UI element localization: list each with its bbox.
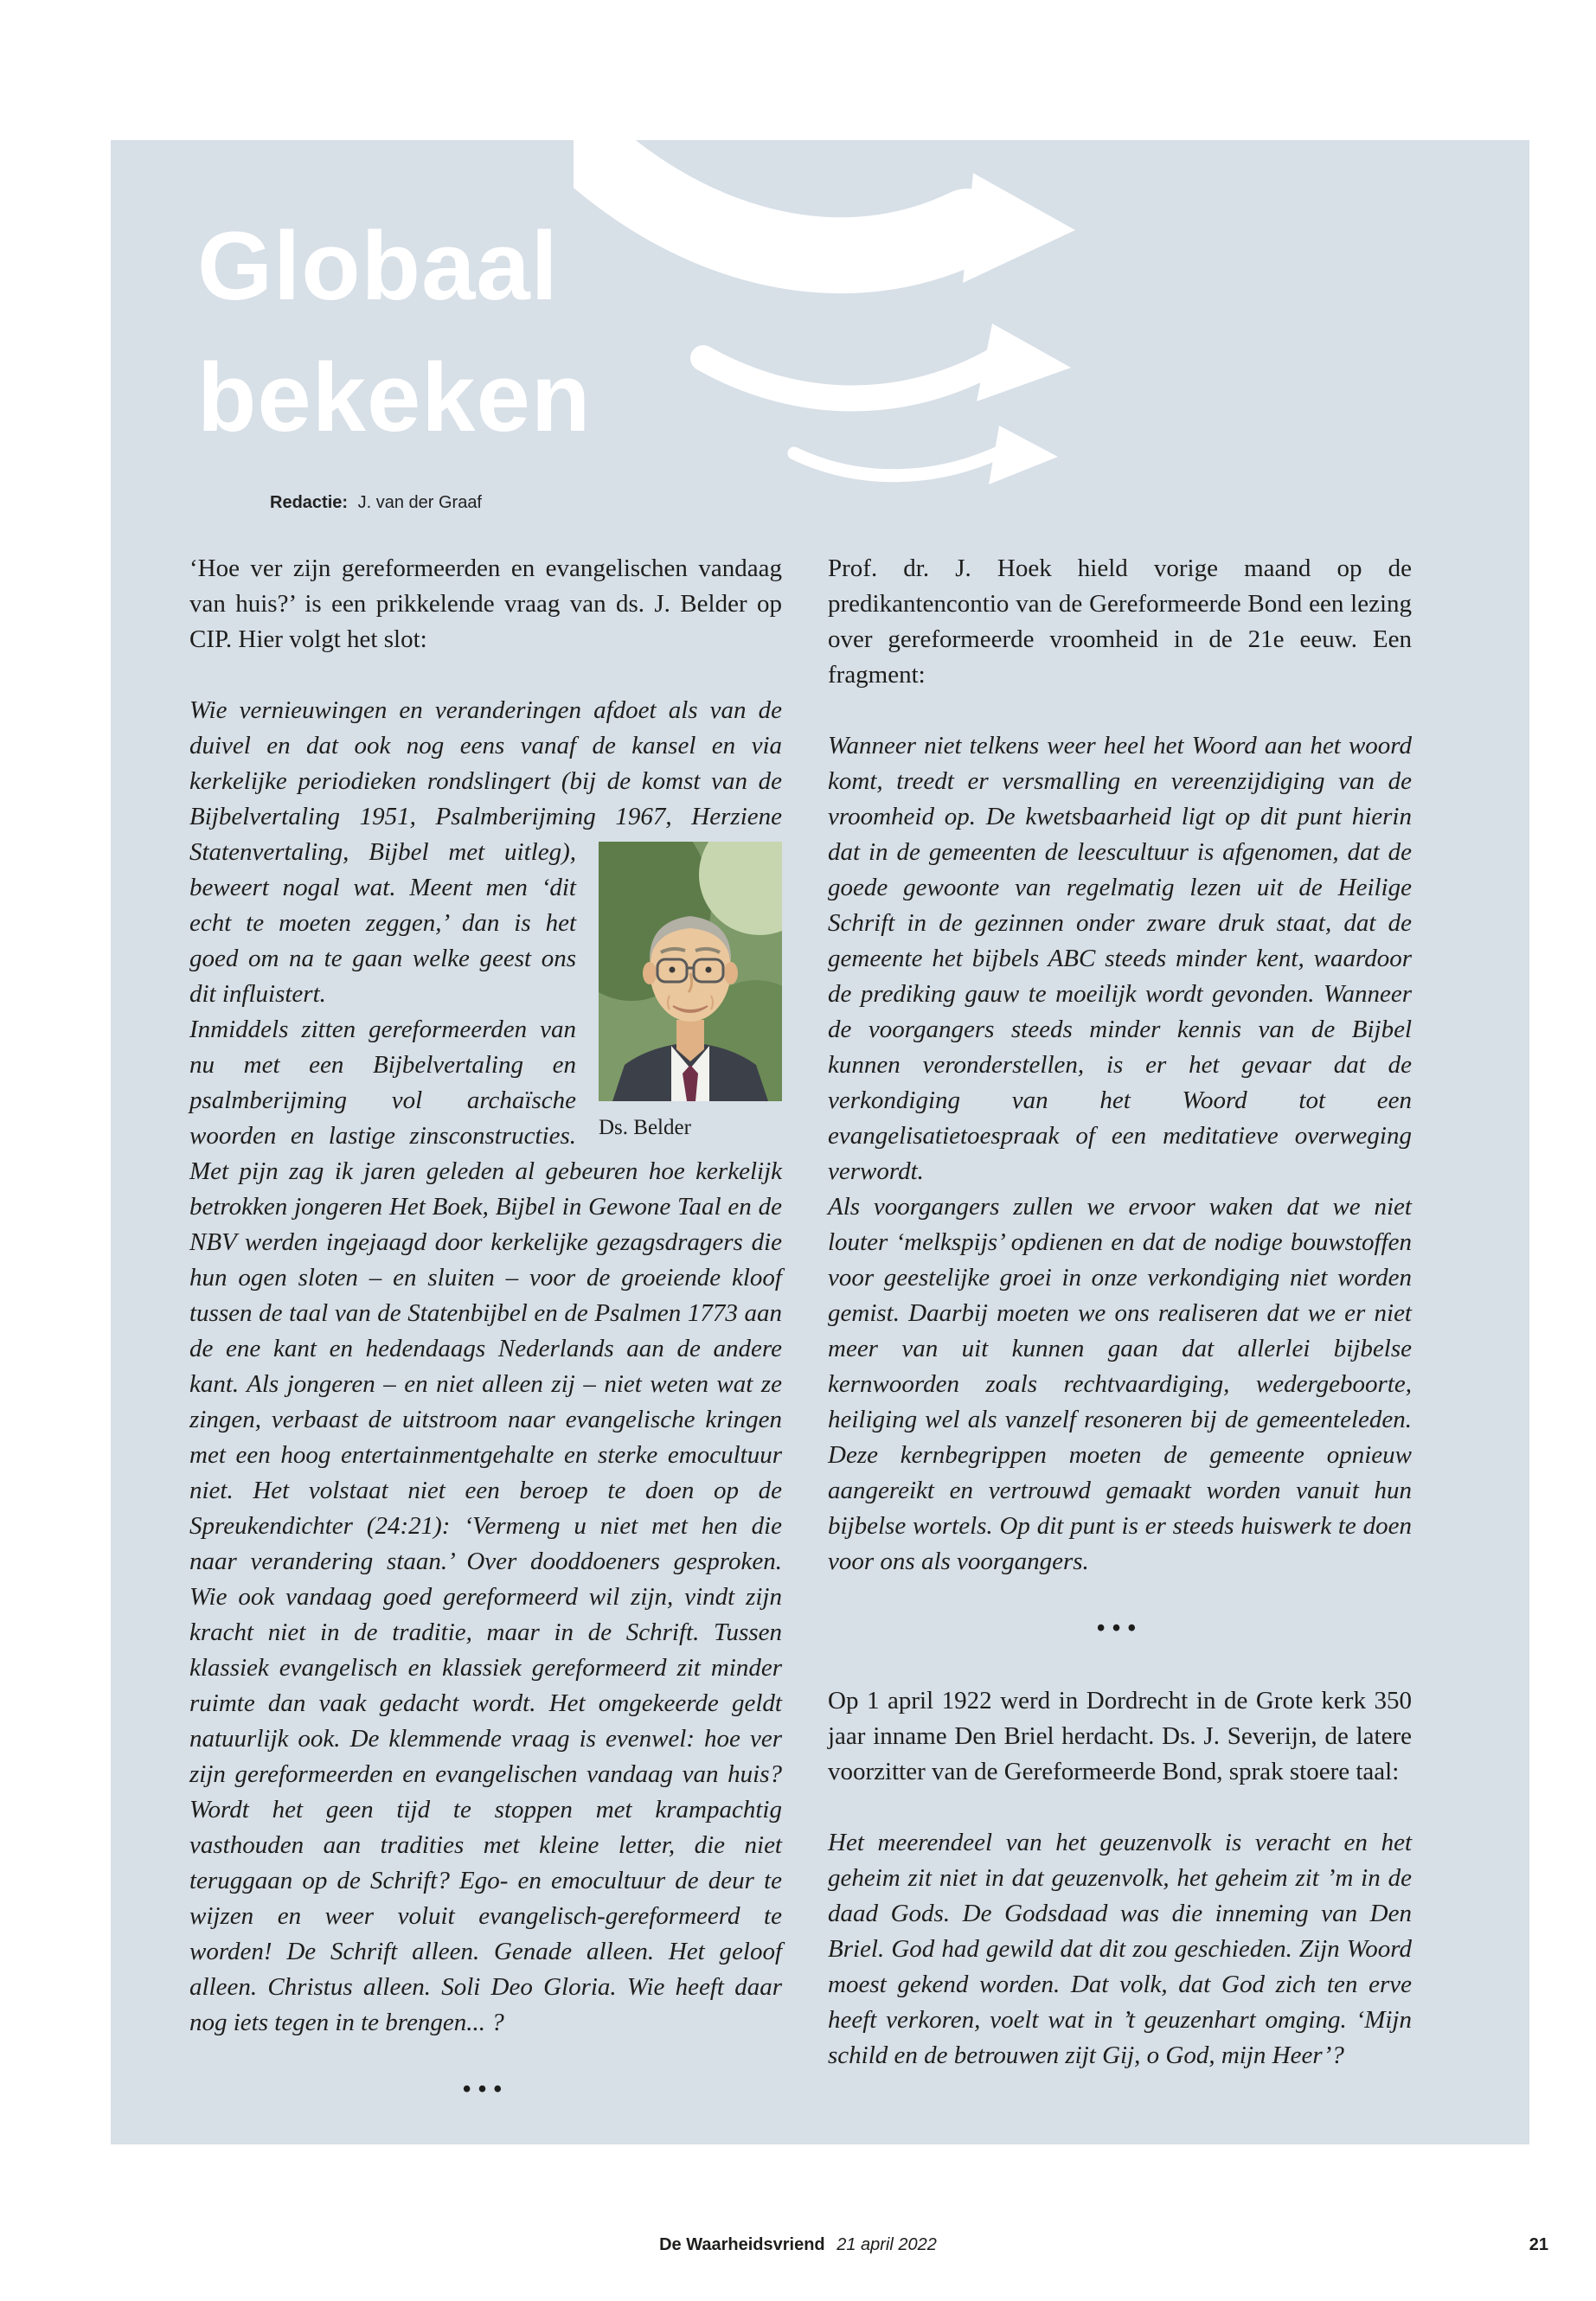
photo-figure — [599, 842, 782, 1145]
left-column — [189, 551, 782, 2144]
hoek-quote-part2: Als voorgangers zullen we ervoor waken dat we niet louter ‘melkspijs’ opdienen en dat de nodige bouwstoffen voor geestelijke groei in onze verkondiging niet worden gemist. Daarbij moeten we ons realiseren dat we er niet meer van uit kunnen gaan dat allerlei bijbelse kernwoorden zoals rechtvaardiging, wedergeboorte, heiliging wel als vanzelf resoneren bij de gemeenteleden. Deze kernbegrippen moeten de gemeente opnieuw aangereikt en vertrouwd gemaakt worden vanuit hun bijbelse wortels. Op dit punt is er steeds huiswerk te doen voor ons als voorgangers. — [828, 1193, 1412, 1575]
section-separator-left: ••• — [462, 2076, 510, 2103]
byline — [270, 493, 1529, 513]
magazine-name: De Waarheidsvriend — [659, 2235, 825, 2254]
section-separator-right: ••• — [1096, 1615, 1144, 1642]
ds-belder-portrait-photo — [599, 842, 782, 1101]
right-intro2-paragraph: Op 1 april 1922 werd in Dordrecht in de Grote kerk 350 jaar inname Den Briel herdacht. Ds. J. Severijn, de latere voorzitter van de Gereformeerde Bond, sprak stoere taal: — [828, 1687, 1412, 1785]
belder-quote-part3: Inmiddels zitten gereformeerden van nu met een Bijbelvertaling en psalmberijming vol archaïsche woorden en lastige zinsconstructies. Met pijn zag ik jaren geleden al gebeuren hoe kerkelijk betrokken jongeren Het Boek, Bijbel in Gewone Taal en de NBV werden ingejaagd door kerkelijke gezagsdragers die hun ogen sloten – en sluiten – voor de groeiende kloof tussen de taal van de Statenbijbel en de Psalmen 1773 aan de ene kant en hedendaags Nederlands aan de andere kant. Als jongeren – en niet alleen zij – niet weten wat ze zingen, verbaast de uitstroom naar evangelische kringen met een hoog entertainmentgehalte en sterke emocultuur niet. Het volstaat niet een beroep te doen op de Spreukendichter (24:21): ‘Vermeng u niet met hen die naar verandering staan.’ Over dooddoeners gesproken. Wie ook vandaag goed gereformeerd wil zijn, vindt zijn kracht niet in de traditie, maar in de Schrift. Tussen klassiek evangelisch en klassiek gereformeerd zit minder ruimte dan vaak gedacht wordt. Het omgekeerde geldt natuurlijk ook. De klemmende vraag is evenwel: hoe ver zijn gereformeerden en evangelischen vandaag van huis? Wordt het geen tijd te stoppen met krampachtig vasthouden aan tradities met kleine letter, die niet teruggaan op de Schrift? Ego- en emocultuur de deur te wijzen en weer voluit evangelisch-gereformeerd te worden! De Schrift alleen. Genade alleen. Het geloof alleen. Christus alleen. Soli Deo Gloria. Wie heeft daar nog iets tegen in te brengen... ? — [189, 1016, 782, 2036]
byline-author: J. van der Graaf — [357, 493, 482, 512]
left-intro-paragraph: ‘Hoe ver zijn gereformeerden en evangelischen vandaag van huis?’ is een prikkelende vraag van ds. J. Belder op CIP. Hier volgt het slot: — [189, 554, 782, 653]
page-number: 21 — [1529, 2235, 1548, 2254]
hoek-quote-part1: Wanneer niet telkens weer heel het Woord aan het woord komt, treedt er versmalling en vereenzijdiging van de vroomheid op. De kwetsbaarheid ligt op dit punt hierin dat in de gemeenten de leescultuur is afgenomen, dat de goede gewoonte van regelmatig lezen uit de Heilige Schrift in de gezinnen onder zware druk staat, dat de gemeente het bijbels ABC steeds minder kent, waardoor de prediking gauw te moeilijk wordt gevonden. Wanneer de voorgangers steeds minder kennis van de Bijbel kunnen veronderstellen, is er het gevaar dat de verkondiging van het Woord tot een evangelisatietoespraak of een meditatieve overweging verwordt. — [828, 732, 1412, 1185]
page-footer — [0, 2235, 1596, 2255]
article-panel — [111, 140, 1529, 2144]
right-column — [828, 551, 1412, 2144]
belder-quote-part2: Statenvertaling, Bijbel met uitleg), beweert nogal wat. Meent men ‘dit echt te moeten zeggen,’ dan is het goed om na te gaan welke geest ons dit influistert. — [189, 838, 576, 1008]
photo-caption: Ds. Belder — [599, 1116, 691, 1139]
byline-label: Redactie: — [270, 493, 349, 512]
title-line1: Globaal — [197, 212, 559, 320]
right-intro-paragraph: Prof. dr. J. Hoek hield vorige maand op de predikantencontio van de Gereformeerde Bond een lezing over gereformeerde vroomheid in de 21e eeuw. Een fragment: — [828, 554, 1412, 689]
article-title — [197, 140, 1529, 464]
hoek-quote-paragraph — [828, 728, 1412, 1580]
article-columns — [189, 551, 1412, 2144]
title-line2: bekeken — [197, 343, 592, 452]
belder-quote-part1: Wie vernieuwingen en veranderingen afdoet als van de duivel en dat ook nog eens vanaf de kansel en via kerkelijke periodieken rondslingert (bij de komst van de Bijbelvertaling 1951, Psalmberijming 1967, Herziene — [189, 696, 782, 830]
issue-date: 21 april 2022 — [836, 2235, 937, 2254]
belder-quote-paragraph — [189, 693, 782, 2041]
severijn-quote-paragraph: Het meerendeel van het geuzenvolk is veracht en het geheim zit niet in dat geuzenvolk, het geheim zit ’m in de daad Gods. De Godsdaad was die inneming van Den Briel. God had gewild dat dit zou geschieden. Zijn Woord moest gekend worden. Dat volk, dat God zich ten erve heeft verkoren, voelt wat in ’t geuzenhart omging. ‘Mijn schild en de betrouwen zijt Gij, o God, mijn Heer’? — [828, 1829, 1412, 2069]
